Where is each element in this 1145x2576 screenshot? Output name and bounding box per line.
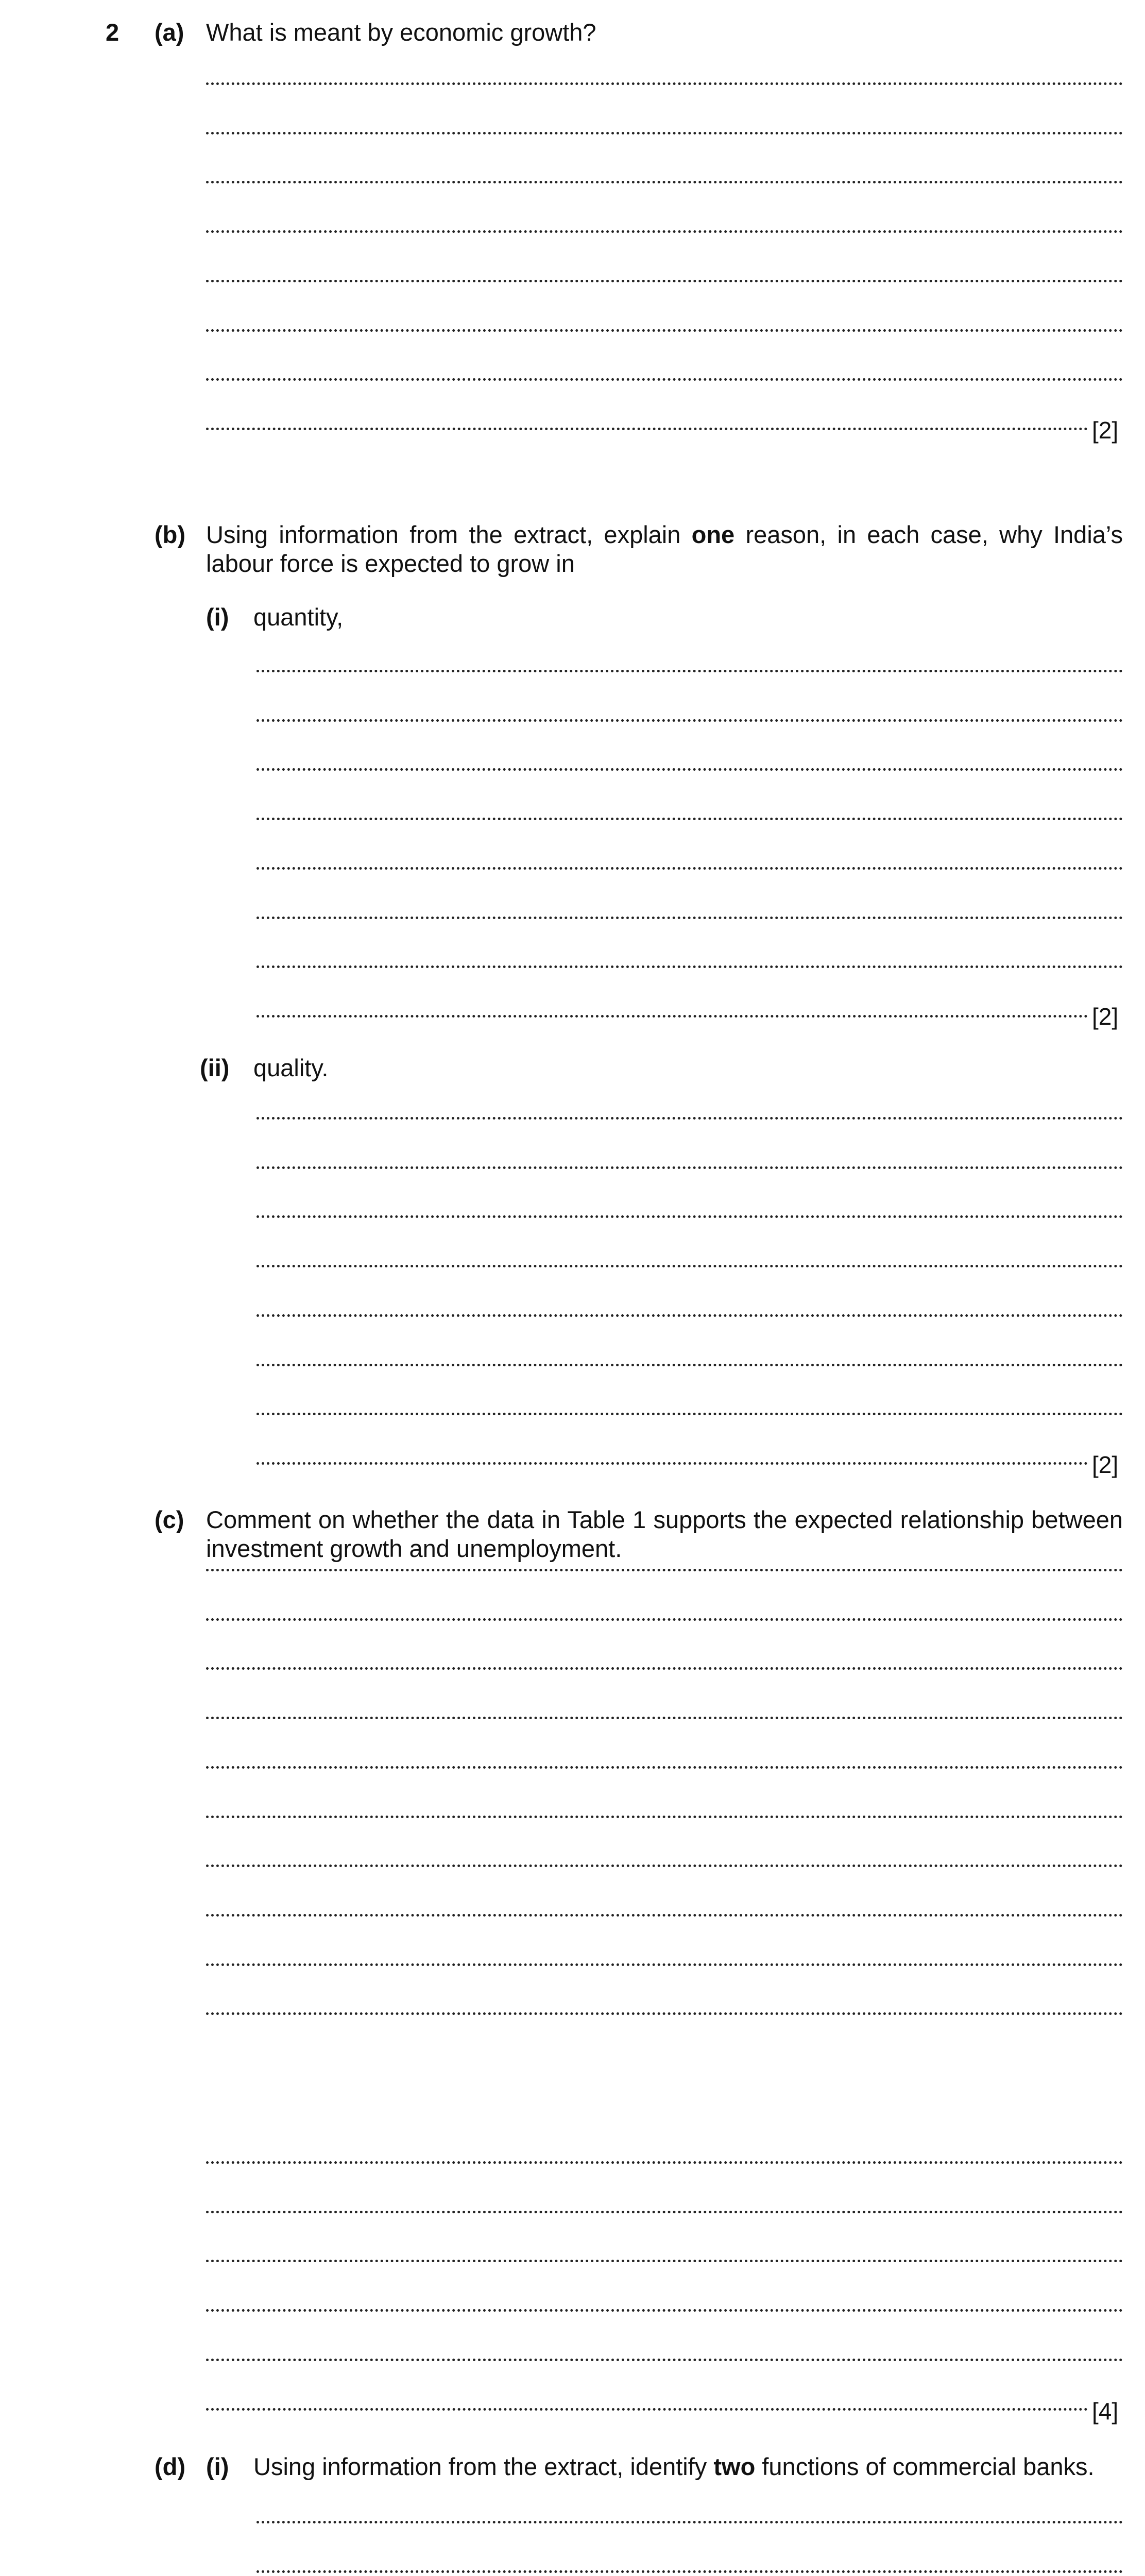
answer-line[interactable]: [206, 2260, 1123, 2262]
answer-line[interactable]: [206, 280, 1123, 282]
answer-line[interactable]: [206, 1569, 1123, 1571]
answer-line[interactable]: [257, 818, 1123, 820]
answer-line[interactable]: [206, 1963, 1123, 1966]
answer-line[interactable]: [257, 719, 1123, 722]
part-b-question: Using information from the extract, explain one reason, in each case, why India’s labour force is expected to grow in: [206, 521, 1123, 578]
answer-line[interactable]: [257, 1314, 1123, 1317]
part-b-i-mark: [2]: [1092, 1003, 1119, 1030]
part-c-label: (c): [155, 1506, 184, 1533]
part-b-i-question: quantity,: [253, 603, 344, 631]
answer-line[interactable]: [206, 132, 1123, 134]
answer-line[interactable]: [257, 965, 1123, 968]
part-b-i-label: (i): [206, 603, 229, 631]
answer-line[interactable]: [257, 2570, 1123, 2573]
answer-line[interactable]: [257, 1413, 1123, 1415]
answer-line[interactable]: [206, 82, 1123, 85]
answer-line[interactable]: [257, 1215, 1123, 1218]
answer-line[interactable]: [206, 2359, 1123, 2361]
answer-line[interactable]: [206, 1667, 1123, 1670]
part-d-label: (d): [155, 2453, 186, 2480]
answer-line[interactable]: [206, 1717, 1123, 1719]
answer-line[interactable]: [206, 1618, 1123, 1621]
answer-line[interactable]: [206, 2161, 1123, 2164]
answer-line[interactable]: [206, 2408, 1088, 2411]
answer-line[interactable]: [257, 768, 1123, 771]
answer-line[interactable]: [257, 670, 1123, 672]
answer-line[interactable]: [206, 1914, 1123, 1917]
answer-line[interactable]: [206, 329, 1123, 332]
answer-line[interactable]: [257, 1462, 1088, 1465]
part-d-i-question: Using information from the extract, identify two functions of commercial banks.: [253, 2453, 1095, 2480]
answer-line[interactable]: [206, 2012, 1123, 2015]
part-a-mark: [2]: [1092, 417, 1119, 444]
answer-line[interactable]: [206, 2309, 1123, 2312]
answer-line[interactable]: [257, 2521, 1123, 2523]
part-c-mark: [4]: [1092, 2398, 1119, 2425]
answer-line[interactable]: [206, 1865, 1123, 1867]
part-b-ii-mark: [2]: [1092, 1451, 1119, 1478]
part-a-label: (a): [155, 19, 184, 46]
answer-line[interactable]: [257, 917, 1123, 919]
part-c-question: Comment on whether the data in Table 1 supports the expected relationship between investment growth and unemployment.: [206, 1506, 1123, 1563]
part-b-label: (b): [155, 521, 186, 548]
part-b-ii-question: quality.: [253, 1054, 329, 1081]
answer-line[interactable]: [206, 1816, 1123, 1818]
answer-line[interactable]: [257, 1364, 1123, 1366]
answer-line[interactable]: [206, 1766, 1123, 1769]
answer-line[interactable]: [206, 181, 1123, 183]
answer-line[interactable]: [206, 2211, 1123, 2213]
answer-line[interactable]: [206, 428, 1088, 430]
part-b-ii-label: (ii): [200, 1054, 230, 1081]
answer-line[interactable]: [257, 1015, 1088, 1018]
answer-line[interactable]: [257, 1117, 1123, 1120]
part-a-question: What is meant by economic growth?: [206, 19, 596, 46]
answer-line[interactable]: [206, 230, 1123, 233]
answer-line[interactable]: [257, 867, 1123, 870]
answer-line[interactable]: [257, 1166, 1123, 1169]
answer-line[interactable]: [206, 378, 1123, 381]
question-number: 2: [106, 19, 119, 46]
part-d-i-label: (i): [206, 2453, 229, 2480]
answer-line[interactable]: [257, 1265, 1123, 1267]
